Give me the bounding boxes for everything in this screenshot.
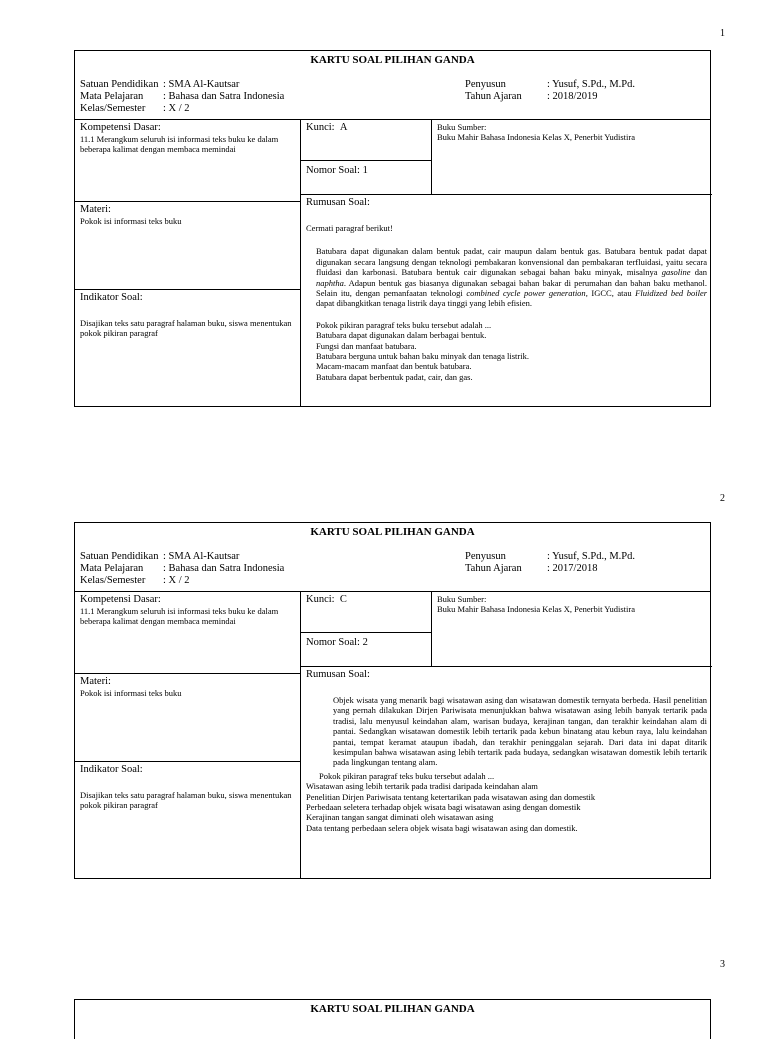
kelas-value: : X / 2 bbox=[163, 575, 190, 586]
paragraph-italic: Fluidized bed boiler bbox=[635, 288, 708, 299]
paragraph-part: , IGCC, atau bbox=[585, 288, 632, 299]
nomor-soal-cell bbox=[301, 633, 432, 667]
kunci-cell bbox=[301, 592, 432, 633]
indikator-cell bbox=[75, 290, 301, 406]
satuan-value: : SMA Al-Kautsar bbox=[163, 79, 240, 90]
question-card bbox=[74, 999, 711, 1039]
penyusun-label: Penyusun bbox=[465, 79, 506, 90]
materi-label: Materi: bbox=[80, 204, 111, 215]
kompetensi-label: Kompetensi Dasar: bbox=[80, 122, 161, 133]
indikator-label: Indikator Soal: bbox=[80, 764, 143, 775]
paragraph-part: dan bbox=[694, 267, 708, 278]
mapel-value: : Bahasa dan Satra Indonesia bbox=[163, 91, 285, 102]
rumusan-cell bbox=[301, 195, 712, 406]
materi-text: Pokok isi informasi teks buku bbox=[80, 216, 182, 226]
buku-sumber-cell bbox=[432, 120, 712, 195]
answer-option: Macam-macam manfaat dan bentuk batubara. bbox=[316, 361, 472, 372]
answer-option: Kerajinan tangan sangat diminati oleh wisatawan asing bbox=[306, 812, 494, 823]
buku-text: Buku Mahir Bahasa Indonesia Kelas X, Penerbit Yudistira bbox=[437, 604, 635, 614]
question-card bbox=[74, 522, 711, 879]
paragraph-part: Batubara dapat digunakan dalam bentuk padat, cair maupun dalam bentuk gas. Batubara bentuk padat dapat digunakan secara langsung dengan teknologi pembakaran konvensional dan pembakaran terfluidasi, yaitu secara fluidasi dan karbonasi. Batubara bentuk cair digunakan sebagai bahan baku minyak, misalnya bbox=[316, 246, 707, 278]
kelas-value: : X / 2 bbox=[163, 103, 190, 114]
nomor-value: 1 bbox=[362, 165, 368, 176]
indikator-text: Disajikan teks satu paragraf halaman buku, siswa menentukan pokok pikiran paragraf bbox=[80, 790, 292, 810]
buku-text: Buku Mahir Bahasa Indonesia Kelas X, Penerbit Yudistira bbox=[437, 132, 635, 142]
card-grid bbox=[75, 592, 710, 878]
question-text: Pokok pikiran paragraf teks buku tersebut adalah ... bbox=[316, 319, 492, 330]
answer-option: Wisatawan asing lebih tertarik pada tradisi daripada keindahan alam bbox=[306, 781, 538, 792]
kompetensi-text: 11.1 Merangkum seluruh isi informasi teks buku ke dalam beberapa kalimat dengan membaca memindai bbox=[80, 134, 279, 154]
indikator-label: Indikator Soal: bbox=[80, 292, 143, 303]
nomor-value: 2 bbox=[362, 637, 368, 648]
answer-option: Penelitian Dirjen Pariwisata tentang ketertarikan pada wisatawan asing dan domestik bbox=[306, 791, 596, 802]
author-info bbox=[465, 551, 635, 575]
kompetensi-cell bbox=[75, 120, 301, 202]
school-info bbox=[80, 551, 284, 587]
tahun-label: Tahun Ajaran bbox=[465, 563, 522, 574]
question-paragraph: Objek wisata yang menarik bagi wisatawan asing dan wisatawan domestik ternyata berbeda. Hasil penelitian yang pernah dilakukan Dirjen Pariwisata menunjukkan bahwa wisatawan asing lebih banyak tertarik pada tradisi, lalu menyusul keindahan alam, warisan budaya, kerajinan tangan, dan terakhir keindahan alam di pantai. Sedangkan wisatawan domestik lebih tertarik pada kebun binatang atau kebun raya, lalu keindahan pantai, tempat keramat ataupun ibadah, dan terakhir peninggalan sejarah. Dari data ini dapat ditarik kesimpulan bahwa wisatawan asing lebih tertarik pada budaya, sedangkan wisatawan domestik lebih tertarik pada lingkungan tentang alam. bbox=[333, 695, 707, 768]
kunci-label: Kunci: bbox=[306, 122, 335, 133]
paragraph-italic: naphtha bbox=[316, 277, 344, 288]
penyusun-label: Penyusun bbox=[465, 551, 506, 562]
answer-option: Data tentang perbedaan selera objek wisata bagi wisatawan asing dan domestik. bbox=[306, 822, 578, 833]
paragraph-part: . Adapun bentuk gas biasanya digunakan sebagai bahan bakar di perumahan dan bahan baku methanol. Selain itu, dengan pemanfaatan teknologi bbox=[316, 277, 707, 299]
page-number: 3 bbox=[720, 959, 725, 970]
kunci-cell bbox=[301, 120, 432, 161]
card-grid bbox=[75, 120, 710, 406]
satuan-value: : SMA Al-Kautsar bbox=[163, 551, 240, 562]
kompetensi-cell bbox=[75, 592, 301, 674]
answer-option: Perbedaan seletera terhadap objek wisata bagi wisatawan asing dengan domestik bbox=[306, 802, 581, 813]
card-title: KARTU SOAL PILIHAN GANDA bbox=[310, 1003, 475, 1015]
card-title: KARTU SOAL PILIHAN GANDA bbox=[310, 526, 475, 538]
mapel-value: : Bahasa dan Satra Indonesia bbox=[163, 563, 285, 574]
mapel-label: Mata Pelajaran bbox=[80, 563, 144, 574]
kompetensi-label: Kompetensi Dasar: bbox=[80, 594, 161, 605]
answer-option: Batubara dapat digunakan dalam berbagai bentuk. bbox=[316, 330, 487, 341]
tahun-value: : 2018/2019 bbox=[547, 91, 598, 102]
kelas-label: Kelas/Semester bbox=[80, 575, 146, 586]
paragraph-part: dapat dibangkitkan tenaga listrik daya tinggi yang lebih efisien. bbox=[316, 298, 532, 309]
materi-text: Pokok isi informasi teks buku bbox=[80, 688, 182, 698]
paragraph-italic: gasoline bbox=[661, 267, 691, 278]
rumusan-label: Rumusan Soal: bbox=[306, 669, 370, 680]
nomor-label: Nomor Soal: bbox=[306, 165, 360, 176]
card-header bbox=[75, 72, 710, 120]
tahun-label: Tahun Ajaran bbox=[465, 91, 522, 102]
question-paragraph bbox=[316, 246, 707, 308]
page-number: 1 bbox=[720, 28, 725, 39]
tahun-value: : 2017/2018 bbox=[547, 563, 598, 574]
nomor-label: Nomor Soal: bbox=[306, 637, 360, 648]
question-card bbox=[74, 50, 711, 407]
card-header bbox=[75, 544, 710, 592]
materi-cell bbox=[75, 202, 301, 290]
card-title: KARTU SOAL PILIHAN GANDA bbox=[310, 54, 475, 66]
mapel-label: Mata Pelajaran bbox=[80, 91, 144, 102]
kompetensi-text: 11.1 Merangkum seluruh isi informasi teks buku ke dalam beberapa kalimat dengan membaca memindai bbox=[80, 606, 279, 626]
answer-option: Fungsi dan manfaat batubara. bbox=[316, 340, 417, 351]
rumusan-label: Rumusan Soal: bbox=[306, 197, 370, 208]
paragraph-italic: combined cycle power generation bbox=[466, 288, 586, 299]
kunci-value: C bbox=[339, 594, 347, 605]
materi-cell bbox=[75, 674, 301, 762]
nomor-soal-cell bbox=[301, 161, 432, 195]
instruction-text: Cermati paragraf berikut! bbox=[306, 223, 393, 233]
answer-option: Batubara berguna untuk bahan baku minyak dan tenaga listrik. bbox=[316, 351, 529, 362]
school-info bbox=[80, 79, 284, 115]
author-info bbox=[465, 79, 635, 103]
kunci-label: Kunci: bbox=[306, 594, 335, 605]
penyusun-value: : Yusuf, S.Pd., M.Pd. bbox=[547, 79, 636, 90]
materi-label: Materi: bbox=[80, 676, 111, 687]
indikator-cell bbox=[75, 762, 301, 878]
kelas-label: Kelas/Semester bbox=[80, 103, 146, 114]
satuan-label: Satuan Pendidikan bbox=[80, 551, 159, 562]
buku-sumber-cell bbox=[432, 592, 712, 667]
kunci-value: A bbox=[339, 122, 348, 133]
question-text: Pokok pikiran paragraf teks buku tersebut adalah ... bbox=[319, 770, 495, 781]
buku-label: Buku Sumber: bbox=[437, 122, 487, 132]
penyusun-value: : Yusuf, S.Pd., M.Pd. bbox=[547, 551, 636, 562]
buku-label: Buku Sumber: bbox=[437, 594, 487, 604]
satuan-label: Satuan Pendidikan bbox=[80, 79, 159, 90]
indikator-text: Disajikan teks satu paragraf halaman buku, siswa menentukan pokok pikiran paragraf bbox=[80, 318, 292, 338]
rumusan-cell bbox=[301, 667, 712, 878]
page-number: 2 bbox=[720, 493, 725, 504]
answer-option: Batubara dapat berbentuk padat, cair, dan gas. bbox=[316, 371, 473, 382]
